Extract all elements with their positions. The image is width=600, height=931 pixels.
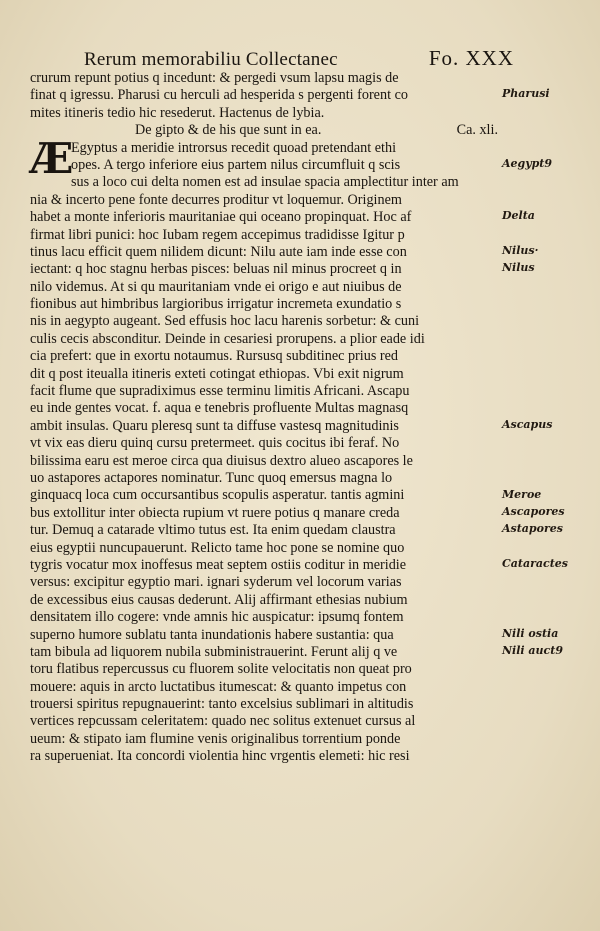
margin-note: Nili ostia bbox=[502, 626, 559, 640]
text-line: culis cecis absconditur. Deinde in cesariesi prorupens. a plior eade idi bbox=[30, 330, 425, 347]
text-line: crurum repunt potius q incedunt: & pergedi vsum lapsu magis de bbox=[30, 70, 399, 86]
text-line: tygris vocatur mox inoffesus meat septem ostiis coditur in meridie bbox=[30, 556, 407, 573]
text-line: cia prefert: que in exortu notaumus. Rursusq subditinec prius red bbox=[30, 348, 399, 365]
margin-note: Nilus· bbox=[502, 244, 539, 257]
margin-note: Nili auct9 bbox=[502, 644, 563, 658]
margin-note: Aegypt9 bbox=[502, 157, 553, 170]
text-line: bus extollitur inter obiecta rupium vt ruere potius q manare creda bbox=[30, 504, 400, 521]
margin-note: Nilus bbox=[502, 261, 535, 275]
margin-note: Cataractes bbox=[502, 557, 568, 571]
margin-note: Ascapores bbox=[502, 505, 565, 518]
text-line: trouersi spiritus repugnauerint: tanto excelsius sublimari in altitudis bbox=[30, 696, 414, 713]
text-line: Egyptus a meridie introrsus recedit quoad pretendant ethi bbox=[71, 139, 397, 156]
text-line: vt vix eas dieru quinq cursu pretermeet. quis cocitus ibi feraf. No bbox=[30, 435, 400, 452]
text-line: dit q post iteualla itineris exteti cotingat ethiopas. Vbi exit nigrum bbox=[30, 365, 404, 382]
text-line: ginquacq loca cum occursantibus scopulis asperatur. tantis agmini bbox=[30, 487, 405, 504]
text-line: habet a monte inferioris mauritaniae qui oceano propinquat. Hoc af bbox=[30, 209, 412, 226]
folio-number: Fo. XXX bbox=[428, 46, 514, 70]
margin-note: Meroe bbox=[502, 487, 542, 501]
text-line: tinus lacu efficit quem nilidem dicunt: Nilu aute iam inde esse con bbox=[30, 243, 407, 260]
margin-note: Astapores bbox=[502, 522, 563, 536]
text-line: bilissima earu est meroe circa qua diuisus dextro alueo ascapores le bbox=[30, 452, 413, 469]
text-line: facit flume que supradiximus esse terminu limitis Africani. Ascapu bbox=[30, 383, 410, 400]
text-line: densitatem illo cogere: vnde amnis hic auspicatur: ipsumq fontem bbox=[30, 609, 404, 626]
margin-note: Pharusi bbox=[502, 87, 550, 101]
text-line: nia & incerto pene fonte decurres proditur vt loquemur. Originem bbox=[30, 191, 402, 208]
text-line: nilo videmus. At si qu mauritaniam vnde ei origo e aut niuibus de bbox=[30, 278, 402, 295]
text-line: superno humore sublatu tanta inundationis habere sustantia: qua bbox=[30, 626, 394, 643]
text-line: eius egyptii nuncupauerunt. Relicto tame hoc pone se nomine quo bbox=[30, 539, 405, 556]
margin-note: Ascapus bbox=[502, 418, 553, 431]
text-line: uo astapores actapores nominatur. Tunc quoq emersus magna lo bbox=[30, 469, 393, 486]
text-line: de excessibus eius causas dederunt. Alij affirmant ethesias nubium bbox=[30, 591, 408, 608]
chapter-heading bbox=[30, 122, 500, 139]
text-line: tur. Demuq a catarade vltimo tutus est. Ita enim quedam claustra bbox=[30, 522, 396, 539]
text-line: opes. A tergo inferiore eius partem nilus circumfluit q scis bbox=[71, 156, 401, 173]
text-line: eu inde gentes vocat. f. aqua e tenebris profluente Multas magnasq bbox=[30, 400, 409, 417]
drop-cap-initial: Æ bbox=[30, 133, 74, 183]
text-line: ueum: & stipato iam flumine venis originalibus torrentium ponde bbox=[30, 730, 401, 747]
text-line: tam bibula ad liquorem nubila subministrauerint. Ferunt alij q ve bbox=[30, 643, 398, 660]
text-line: iectant: q hoc stagnu herbas pisces: beluas nil minus procreet q in bbox=[30, 261, 402, 278]
text-line: versus: excipitur egyptio mari. ignari syderum vel locorum varias bbox=[30, 574, 402, 591]
text-line: mouere: aquis in arcto luctatibus itumescat: & quanto impetus con bbox=[30, 678, 407, 695]
text-line: sus a loco cui delta nomen est ad insulae spacia amplectitur inter am bbox=[71, 174, 459, 191]
margin-note: Delta bbox=[502, 209, 535, 223]
chapter-title: De gipto & de his que sunt in ea. bbox=[135, 122, 322, 139]
chapter-number: Ca. xli. bbox=[456, 122, 498, 139]
text-line: finat q igressu. Pharusi cu herculi ad hesperida s pergenti forent co bbox=[30, 87, 408, 104]
page-header bbox=[84, 46, 514, 70]
text-line: vertices repcussam celeritatem: quado nec solitus extenuet cursus al bbox=[30, 713, 416, 730]
running-title: Rerum memorabiliu Collectanec bbox=[84, 49, 338, 70]
text-line: ambit insulas. Quaru pleresq sunt ta diffuse vastesq magnitudinis bbox=[30, 417, 399, 434]
text-line: nis in aegypto augeant. Sed effusis hoc lacu harenis sorbetur: & cuni bbox=[30, 313, 420, 330]
text-line: fionibus aut himbribus largioribus irrigatur incremeta exundatio s bbox=[30, 296, 402, 313]
text-line: firmat libri punici: hoc Iubam regem accepimus tradidisse Igitur p bbox=[30, 226, 405, 243]
text-line: mites itineris tedio hic resederut. Hactenus de lybia. bbox=[30, 104, 325, 121]
main-text-column bbox=[30, 70, 500, 766]
text-line: toru flatibus repercussus cu fluorem solite velocitatis non queat pro bbox=[30, 661, 412, 678]
text-line: ra superueniat. Ita concordi violentia hinc vrgentis elemeti: hic resi bbox=[30, 748, 410, 765]
